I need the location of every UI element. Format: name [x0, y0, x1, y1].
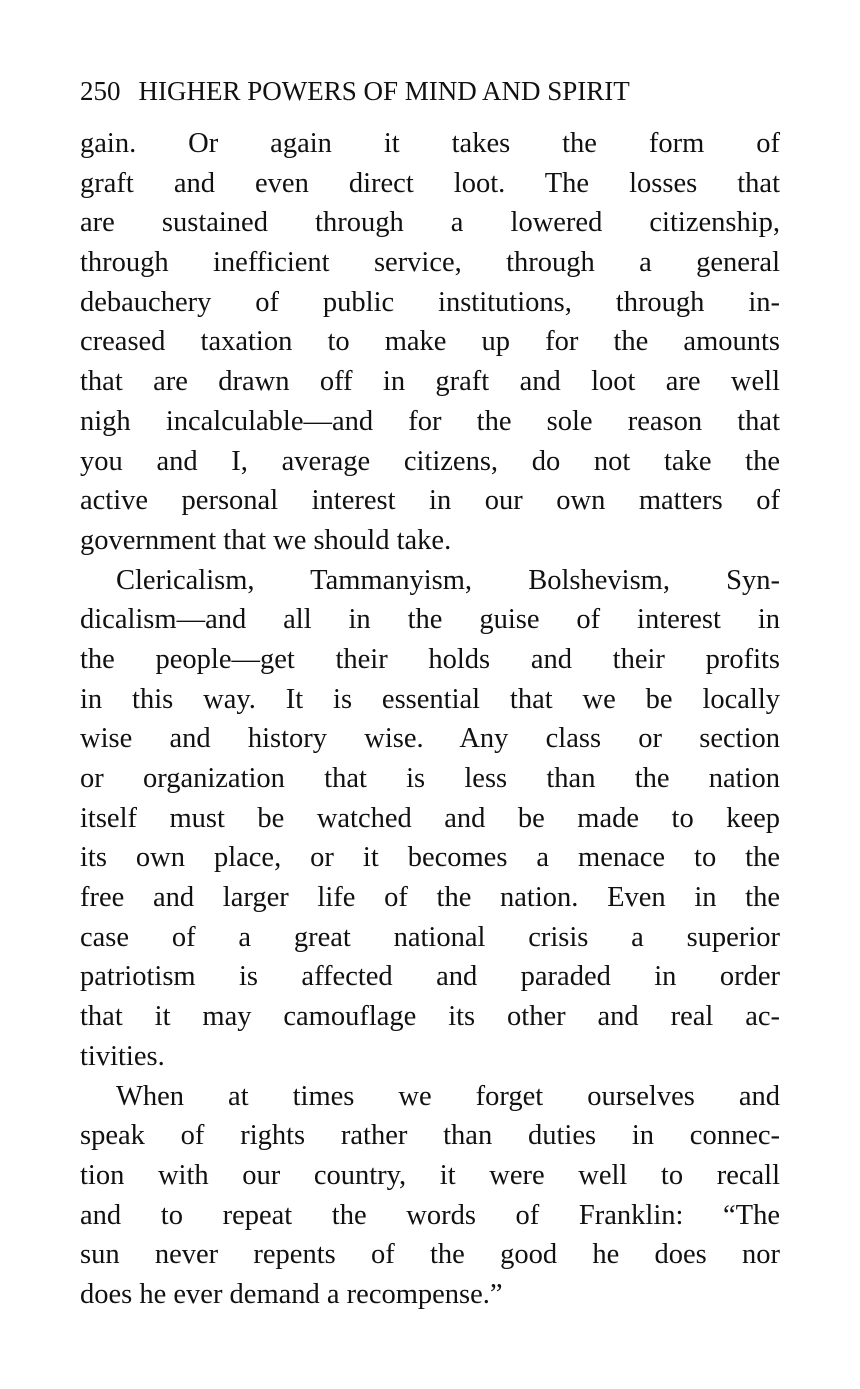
text-line: that it may camouflage its other and real ac- [80, 1001, 780, 1033]
text-line: and to repeat the words of Franklin: “The [80, 1199, 780, 1231]
paragraph [80, 1077, 780, 1315]
text-line: gain. Or again it takes the form of [80, 128, 780, 159]
text-line: government that we should take. [80, 524, 452, 556]
text-line: graft and even direct loot. The losses that [80, 167, 780, 199]
page-number: 250 [80, 76, 121, 106]
text-line: does he ever demand a recompense.” [80, 1278, 503, 1310]
text-line: sun never repents of the good he does nor [80, 1239, 780, 1271]
text-line: that are drawn off in graft and loot are well [80, 366, 780, 398]
text-line: When at times we forget ourselves and [116, 1080, 780, 1112]
text-line: creased taxation to make up for the amounts [80, 326, 780, 358]
page-body [80, 124, 780, 1315]
running-header [80, 74, 780, 108]
text-line: the people—get their holds and their profits [80, 643, 780, 675]
text-line: in this way. It is essential that we be locally [80, 683, 780, 715]
running-title: HIGHER POWERS OF MIND AND SPIRIT [138, 76, 630, 106]
text-line: itself must be watched and be made to keep [80, 802, 780, 834]
text-line: tivities. [80, 1040, 165, 1072]
text-line: Clericalism, Tammanyism, Bolshevism, Syn- [116, 564, 780, 596]
text-line: tion with our country, it were well to recall [80, 1159, 780, 1191]
text-line: case of a great national crisis a superior [80, 921, 780, 953]
text-line: dicalism—and all in the guise of interest in [80, 604, 780, 636]
paragraph [80, 561, 780, 1077]
text-line: patriotism is affected and paraded in order [80, 961, 780, 993]
text-line: speak of rights rather than duties in connec- [80, 1120, 780, 1152]
text-line: or organization that is less than the nation [80, 763, 780, 794]
text-line: nigh incalculable—and for the sole reason that [80, 405, 780, 437]
text-line: active personal interest in our own matters of [80, 485, 780, 517]
text-line: debauchery of public institutions, through in- [80, 286, 780, 318]
text-line: you and I, average citizens, do not take the [80, 445, 780, 477]
text-line: its own place, or it becomes a menace to the [80, 842, 780, 874]
text-line: through inefficient service, through a general [80, 247, 780, 279]
text-line: free and larger life of the nation. Even in the [80, 882, 780, 914]
text-line: are sustained through a lowered citizenship, [80, 207, 780, 239]
text-line: wise and history wise. Any class or section [80, 723, 780, 755]
paragraph [80, 124, 780, 561]
